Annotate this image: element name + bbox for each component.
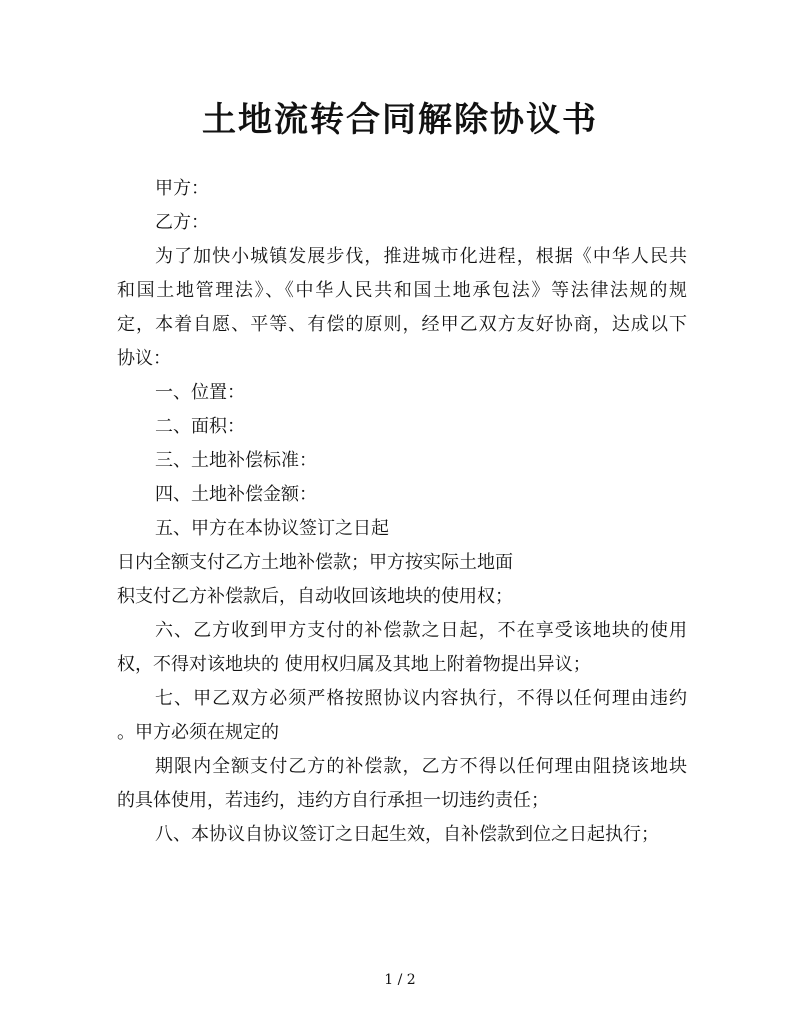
clause-line: 期限内全额支付乙方的补偿款，乙方不得以任何理由阻挠该地块 bbox=[155, 756, 687, 777]
paragraph-line: 协议： bbox=[117, 348, 171, 369]
clause-line: 权，不得对该地块的 使用权归属及其地上附着物提出异议； bbox=[117, 654, 591, 675]
document-title: 土地流转合同解除协议书 bbox=[202, 100, 598, 140]
paragraph-line: 定，本着自愿、平等、有偿的原则，经甲乙双方友好协商，达成以下 bbox=[117, 314, 687, 335]
party-b-line: 乙方： bbox=[155, 212, 209, 233]
clause-line: 日内全额支付乙方土地补偿款；甲方按实际土地面 bbox=[117, 552, 513, 573]
clause-line: 积支付乙方补偿款后，自动收回该地块的使用权； bbox=[117, 586, 513, 607]
paragraph-line: 为了加快小城镇发展步伐，推进城市化进程，根据《中华人民共 bbox=[155, 246, 687, 267]
clause-line: 的具体使用，若违约，违约方自行承担一切违约责任； bbox=[117, 790, 549, 811]
clause-line: 。甲方必须在规定的 bbox=[117, 722, 279, 743]
clause-line: 三、土地补偿标准： bbox=[155, 450, 317, 471]
party-a-line: 甲方： bbox=[155, 178, 209, 199]
page-number: 1 / 2 bbox=[384, 972, 416, 988]
clause-line: 二、面积： bbox=[155, 416, 245, 437]
clause-line: 一、位置： bbox=[155, 382, 245, 403]
clause-line: 六、乙方收到甲方支付的补偿款之日起，不在享受该地块的使用 bbox=[155, 620, 687, 641]
clause-line: 八、本协议自协议签订之日起生效，自补偿款到位之日起执行； bbox=[155, 824, 659, 845]
document-body bbox=[117, 172, 687, 852]
clause-line: 五、甲方在本协议签订之日起 bbox=[155, 518, 389, 539]
clause-line: 四、土地补偿金额： bbox=[155, 484, 317, 505]
paragraph-line: 和国土地管理法》、《中华人民共和国土地承包法》等法律法规的规 bbox=[117, 280, 687, 301]
clause-line: 七、甲乙双方必须严格按照协议内容执行，不得以任何理由违约 bbox=[155, 688, 687, 709]
